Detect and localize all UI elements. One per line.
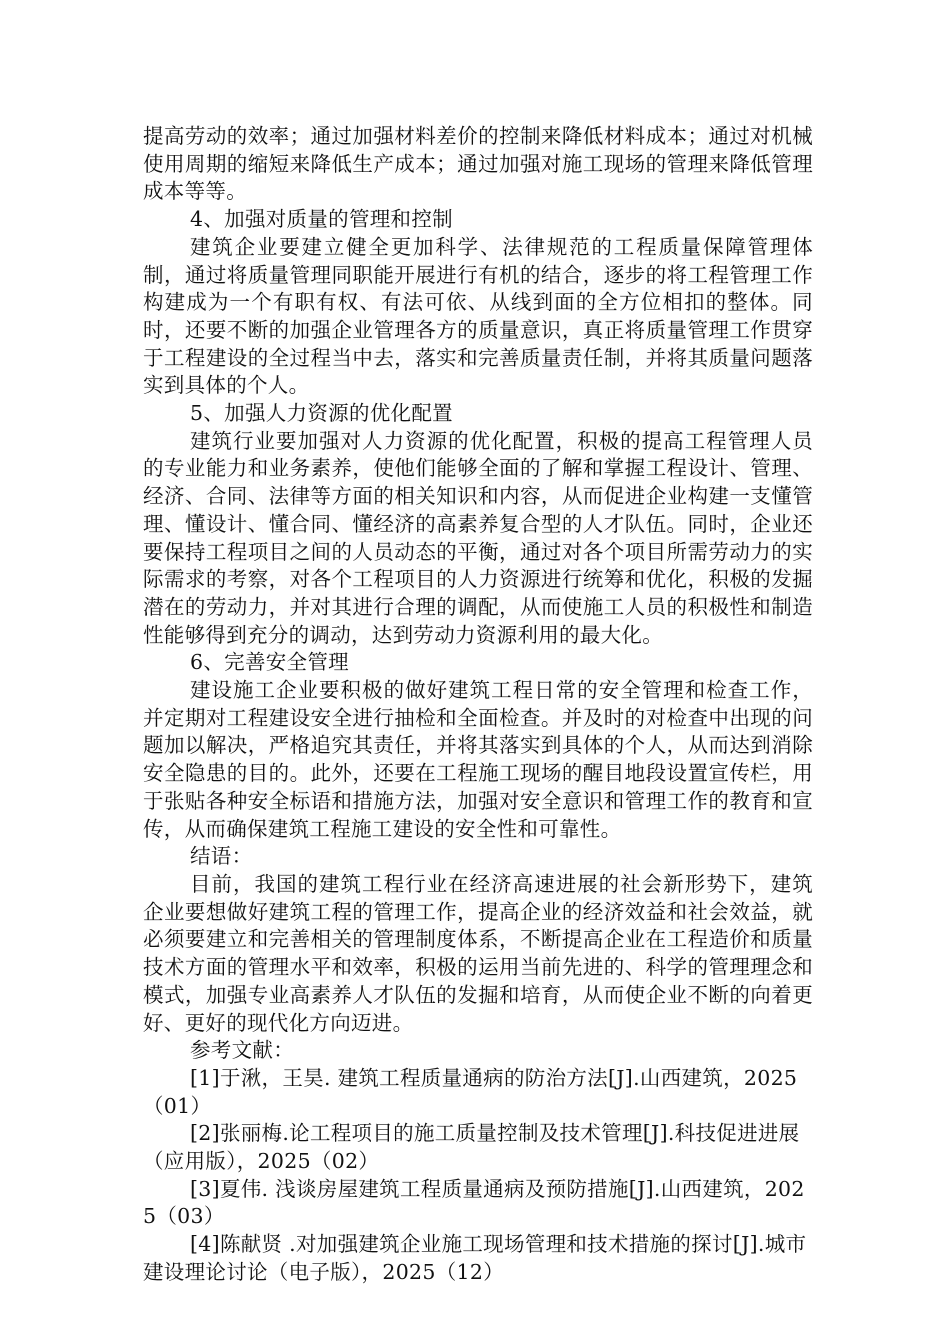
reference-item: [1]于湫，王昊. 建筑工程质量通病的防治方法[J].山西建筑，2025（01） (143, 1065, 798, 1118)
section-heading-4: 4、加强对质量的管理和控制 (190, 207, 453, 232)
section-heading-6: 6、完善安全管理 (190, 650, 349, 675)
intro-paragraph: 提高劳动的效率；通过加强材料差价的控制来降低材料成本；通过对机械使用周期的缩短来降低生产成本；通过加强对施工现场的管理来降低管理成本等等。 (143, 124, 813, 204)
conclusion-heading: 结语： (190, 844, 253, 869)
reference-item: [2]张丽梅.论工程项目的施工质量控制及技术管理[J].科技促进进展（应用版），2025（02） (143, 1121, 800, 1174)
reference-item: [4]陈献贤 .对加强建筑企业施工现场管理和技术措施的探讨[J].城市建设理论讨论（电子版），2025（12） (143, 1232, 807, 1284)
section-paragraph-5: 建筑行业要加强对人力资源的优化配置，积极的提高工程管理人员的专业能力和业务素养，使他们能够全面的了解和掌握工程设计、管理、经济、合同、法律等方面的相关知识和内容，从而促进企业构建一支懂管理、懂设计、懂合同、懂经济的高素养复合型的人才队伍。同时，企业还要保持工程项目之间的人员动态的平衡，通过对各个项目所需劳动力的实际需求的考察，对各个工程项目的人力资源进行统筹和优化，积极的发掘潜在的劳动力，并对其进行合理的调配，从而使施工人员的积极性和制造性能够得到充分的调动，达到劳动力资源利用的最大化。 (143, 428, 813, 647)
references-heading: 参考文献： (190, 1038, 294, 1063)
section-paragraph-6: 建设施工企业要积极的做好建筑工程日常的安全管理和检查工作，并定期对工程建设安全进行抽检和全面检查。并及时的对检查中出现的问题加以解决，严格追究其责任，并将其落实到具体的个人，从而达到消除安全隐患的目的。此外，还要在工程施工现场的醒目地段设置宣传栏，用于张贴各种安全标语和措施方法，加强对安全意识和管理工作的教育和宣传，从而确保建筑工程施工建设的安全性和可靠性。 (143, 678, 813, 841)
reference-item: [3]夏伟. 浅谈房屋建筑工程质量通病及预防措施[J].山西建筑，2025（03） (143, 1176, 805, 1229)
document-body (143, 123, 813, 1287)
section-paragraph-4: 建筑企业要建立健全更加科学、法律规范的工程质量保障管理体制，通过将质量管理同职能开展进行有机的结合，逐步的将工程管理工作构建成为一个有职有权、有法可依、从线到面的全方位相扣的整体。同时，还要不断的加强企业管理各方的质量意识，真正将质量管理工作贯穿于工程建设的全过程当中去，落实和完善质量责任制，并将其质量问题落实到具体的个人。 (143, 234, 813, 398)
conclusion-paragraph: 目前，我国的建筑工程行业在经济高速进展的社会新形势下，建筑企业要想做好建筑工程的管理工作，提高企业的经济效益和社会效益，就必须要建立和完善相关的管理制度体系，不断提高企业在工程造价和质量技术方面的管理水平和效率，积极的运用当前先进的、科学的管理理念和模式，加强专业高素养人才队伍的发掘和培育，从而使企业不断的向着更好、更好的现代化方向迈进。 (143, 871, 813, 1035)
section-heading-5: 5、加强人力资源的优化配置 (190, 401, 453, 426)
